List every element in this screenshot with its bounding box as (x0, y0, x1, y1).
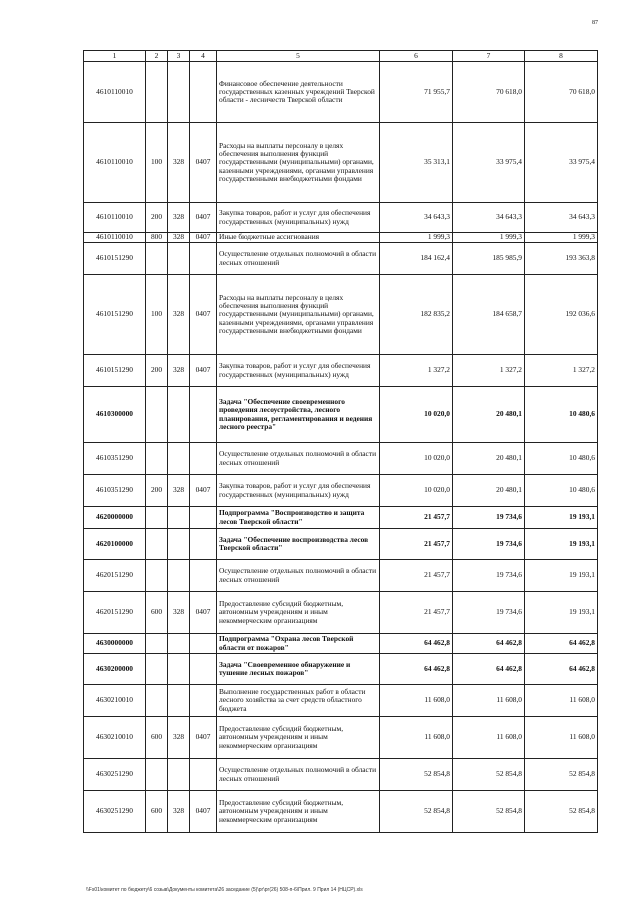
row-value-col8: 193 363,8 (525, 243, 598, 275)
row-description: Закупка товаров, работ и услуг для обеспечения государственных (муниципальных) нужд (217, 203, 380, 233)
row-section-code: 0407 (190, 233, 217, 243)
row-description: Задача "Обеспечение своевременного проведения лесоустройства, лесного планирования, регламентирования и ведения лесного реестра" (217, 387, 380, 443)
row-value-col8: 52 854,8 (525, 791, 598, 833)
row-section-code: 0407 (190, 791, 217, 833)
row-description: Предоставление субсидий бюджетным, автономным учреждениям и иным некоммерческим организациям (217, 717, 380, 759)
row-value-col6: 1 999,3 (380, 233, 453, 243)
row-value-col8: 11 608,0 (525, 717, 598, 759)
row-ministry-code: 328 (168, 475, 190, 507)
row-value-col7: 70 618,0 (453, 62, 525, 123)
row-description: Осуществление отдельных полномочий в области лесных отношений (217, 243, 380, 275)
header-col-1: 1 (84, 51, 146, 62)
row-expense-type (146, 685, 168, 717)
table-row (84, 443, 598, 475)
file-path-footer: \\Fs01\комитет по бюджету\6 созыв\Документы комитета\26 заседание (5)\рг\рг(26) 508-п-6\Прил. 9 Прил 14 (НЦСР).xls (86, 887, 363, 893)
row-code: 4620151290 (84, 592, 146, 634)
row-value-col7: 19 734,6 (453, 507, 525, 529)
row-description: Предоставление субсидий бюджетным, автономным учреждениям и иным некоммерческим организациям (217, 592, 380, 634)
header-col-8: 8 (525, 51, 598, 62)
row-code: 4610110010 (84, 62, 146, 123)
row-value-col8: 1 327,2 (525, 355, 598, 387)
row-expense-type: 100 (146, 123, 168, 203)
row-description: Финансовое обеспечение деятельности государственных казенных учреждений Тверской области - лесничеств Тверской области (217, 62, 380, 123)
table-row (84, 529, 598, 560)
table-row (84, 62, 598, 123)
row-expense-type (146, 560, 168, 592)
row-expense-type: 200 (146, 355, 168, 387)
row-value-col8: 10 480,6 (525, 475, 598, 507)
header-col-3: 3 (168, 51, 190, 62)
row-expense-type (146, 507, 168, 529)
row-value-col8: 11 608,0 (525, 685, 598, 717)
row-value-col6: 21 457,7 (380, 592, 453, 634)
row-code: 4610151290 (84, 275, 146, 355)
row-expense-type: 200 (146, 203, 168, 233)
row-section-code: 0407 (190, 203, 217, 233)
row-ministry-code: 328 (168, 592, 190, 634)
table-row (84, 275, 598, 355)
row-value-col6: 11 608,0 (380, 685, 453, 717)
row-section-code: 0407 (190, 123, 217, 203)
row-ministry-code (168, 654, 190, 685)
row-section-code (190, 387, 217, 443)
row-value-col7: 11 608,0 (453, 717, 525, 759)
row-value-col7: 64 462,8 (453, 634, 525, 654)
row-code: 4610300000 (84, 387, 146, 443)
table-row (84, 243, 598, 275)
row-description: Выполнение государственных работ в области лесного хозяйства за счет средств областного бюджета (217, 685, 380, 717)
row-description: Закупка товаров, работ и услуг для обеспечения государственных (муниципальных) нужд (217, 475, 380, 507)
row-value-col8: 33 975,4 (525, 123, 598, 203)
row-code: 4610351290 (84, 443, 146, 475)
row-ministry-code (168, 443, 190, 475)
row-code: 4630200000 (84, 654, 146, 685)
row-expense-type (146, 443, 168, 475)
row-value-col8: 52 854,8 (525, 759, 598, 791)
table-row (84, 685, 598, 717)
row-ministry-code: 328 (168, 791, 190, 833)
row-value-col8: 19 193,1 (525, 560, 598, 592)
row-ministry-code (168, 759, 190, 791)
row-value-col7: 52 854,8 (453, 791, 525, 833)
row-value-col7: 184 658,7 (453, 275, 525, 355)
row-value-col7: 19 734,6 (453, 560, 525, 592)
row-ministry-code (168, 560, 190, 592)
page-number: 87 (592, 20, 598, 26)
row-section-code (190, 507, 217, 529)
row-section-code (190, 560, 217, 592)
row-value-col7: 33 975,4 (453, 123, 525, 203)
row-value-col7: 1 999,3 (453, 233, 525, 243)
row-expense-type: 200 (146, 475, 168, 507)
row-value-col6: 64 462,8 (380, 654, 453, 685)
row-code: 4610151290 (84, 243, 146, 275)
row-code: 4630000000 (84, 634, 146, 654)
row-value-col6: 21 457,7 (380, 560, 453, 592)
row-code: 4620100000 (84, 529, 146, 560)
row-value-col8: 10 480,6 (525, 387, 598, 443)
row-value-col6: 10 020,0 (380, 475, 453, 507)
row-description: Предоставление субсидий бюджетным, автономным учреждениям и иным некоммерческим организациям (217, 791, 380, 833)
row-value-col7: 19 734,6 (453, 529, 525, 560)
row-code: 4630210010 (84, 717, 146, 759)
row-section-code (190, 443, 217, 475)
row-expense-type: 600 (146, 717, 168, 759)
table-row (84, 759, 598, 791)
row-code: 4610351290 (84, 475, 146, 507)
row-value-col7: 20 480,1 (453, 475, 525, 507)
row-section-code (190, 759, 217, 791)
table-row (84, 203, 598, 233)
row-ministry-code: 328 (168, 355, 190, 387)
row-ministry-code (168, 634, 190, 654)
row-value-col8: 10 480,6 (525, 443, 598, 475)
row-ministry-code: 328 (168, 123, 190, 203)
row-value-col7: 52 854,8 (453, 759, 525, 791)
row-code: 4610110010 (84, 203, 146, 233)
row-ministry-code: 328 (168, 203, 190, 233)
table-row (84, 387, 598, 443)
row-code: 4610110010 (84, 233, 146, 243)
header-col-4: 4 (190, 51, 217, 62)
table-row (84, 475, 598, 507)
row-value-col6: 182 835,2 (380, 275, 453, 355)
row-ministry-code: 328 (168, 717, 190, 759)
row-value-col7: 20 480,1 (453, 443, 525, 475)
table-row (84, 507, 598, 529)
row-value-col7: 34 643,3 (453, 203, 525, 233)
row-value-col8: 19 193,1 (525, 592, 598, 634)
budget-table (83, 50, 598, 833)
row-value-col6: 52 854,8 (380, 791, 453, 833)
row-section-code: 0407 (190, 717, 217, 759)
row-section-code: 0407 (190, 355, 217, 387)
row-ministry-code (168, 243, 190, 275)
table-row (84, 791, 598, 833)
row-ministry-code (168, 387, 190, 443)
row-section-code (190, 685, 217, 717)
row-description: Закупка товаров, работ и услуг для обеспечения государственных (муниципальных) нужд (217, 355, 380, 387)
row-section-code (190, 529, 217, 560)
row-code: 4610110010 (84, 123, 146, 203)
row-section-code: 0407 (190, 475, 217, 507)
row-value-col6: 21 457,7 (380, 507, 453, 529)
row-code: 4620151290 (84, 560, 146, 592)
row-value-col8: 1 999,3 (525, 233, 598, 243)
row-expense-type (146, 243, 168, 275)
row-value-col7: 185 985,9 (453, 243, 525, 275)
row-expense-type (146, 62, 168, 123)
row-value-col6: 64 462,8 (380, 634, 453, 654)
row-ministry-code (168, 529, 190, 560)
row-value-col8: 34 643,3 (525, 203, 598, 233)
row-value-col6: 10 020,0 (380, 387, 453, 443)
row-value-col7: 20 480,1 (453, 387, 525, 443)
header-col-5: 5 (217, 51, 380, 62)
row-value-col8: 64 462,8 (525, 634, 598, 654)
row-code: 4630251290 (84, 791, 146, 833)
row-section-code (190, 62, 217, 123)
row-code: 4610151290 (84, 355, 146, 387)
row-value-col6: 1 327,2 (380, 355, 453, 387)
row-value-col8: 64 462,8 (525, 654, 598, 685)
row-description: Задача "Своевременное обнаружение и тушение лесных пожаров" (217, 654, 380, 685)
row-description: Расходы на выплаты персоналу в целях обеспечения выполнения функций государственными (муниципальными) органами, казенными учреждениями, органами управления государственными внебюджетными фондами (217, 123, 380, 203)
row-section-code (190, 634, 217, 654)
row-ministry-code (168, 62, 190, 123)
table-row (84, 634, 598, 654)
row-section-code: 0407 (190, 592, 217, 634)
header-col-6: 6 (380, 51, 453, 62)
row-expense-type (146, 634, 168, 654)
table-header-row (84, 51, 598, 62)
row-value-col7: 19 734,6 (453, 592, 525, 634)
row-value-col6: 52 854,8 (380, 759, 453, 791)
row-description: Осуществление отдельных полномочий в области лесных отношений (217, 759, 380, 791)
row-expense-type: 600 (146, 791, 168, 833)
row-description: Подпрограмма "Воспроизводство и защита лесов Тверской области" (217, 507, 380, 529)
table-row (84, 123, 598, 203)
row-value-col7: 1 327,2 (453, 355, 525, 387)
row-value-col6: 184 162,4 (380, 243, 453, 275)
row-code: 4630210010 (84, 685, 146, 717)
row-description: Осуществление отдельных полномочий в области лесных отношений (217, 443, 380, 475)
row-code: 4630251290 (84, 759, 146, 791)
row-expense-type: 100 (146, 275, 168, 355)
row-value-col8: 19 193,1 (525, 529, 598, 560)
row-expense-type: 800 (146, 233, 168, 243)
table-row (84, 654, 598, 685)
row-description: Задача "Обеспечение воспроизводства лесов Тверской области" (217, 529, 380, 560)
row-code: 4620000000 (84, 507, 146, 529)
row-section-code: 0407 (190, 275, 217, 355)
row-value-col7: 64 462,8 (453, 654, 525, 685)
row-expense-type (146, 529, 168, 560)
header-col-7: 7 (453, 51, 525, 62)
row-ministry-code: 328 (168, 233, 190, 243)
row-value-col6: 35 313,1 (380, 123, 453, 203)
row-value-col8: 192 036,6 (525, 275, 598, 355)
row-value-col6: 34 643,3 (380, 203, 453, 233)
row-expense-type (146, 759, 168, 791)
row-description: Расходы на выплаты персоналу в целях обеспечения выполнения функций государственными (муниципальными) органами, казенными учреждениями, органами управления государственными внебюджетными фондами (217, 275, 380, 355)
row-description: Иные бюджетные ассигнования (217, 233, 380, 243)
table-row (84, 592, 598, 634)
row-expense-type (146, 654, 168, 685)
table-row (84, 233, 598, 243)
row-value-col8: 19 193,1 (525, 507, 598, 529)
row-ministry-code (168, 507, 190, 529)
row-value-col6: 21 457,7 (380, 529, 453, 560)
row-section-code (190, 243, 217, 275)
row-description: Подпрограмма "Охрана лесов Тверской области от пожаров" (217, 634, 380, 654)
row-value-col6: 71 955,7 (380, 62, 453, 123)
row-ministry-code (168, 685, 190, 717)
row-description: Осуществление отдельных полномочий в области лесных отношений (217, 560, 380, 592)
row-value-col6: 10 020,0 (380, 443, 453, 475)
row-ministry-code: 328 (168, 275, 190, 355)
table-row (84, 717, 598, 759)
row-section-code (190, 654, 217, 685)
row-expense-type (146, 387, 168, 443)
row-value-col6: 11 608,0 (380, 717, 453, 759)
row-value-col7: 11 608,0 (453, 685, 525, 717)
table-row (84, 560, 598, 592)
table-row (84, 355, 598, 387)
row-expense-type: 600 (146, 592, 168, 634)
header-col-2: 2 (146, 51, 168, 62)
row-value-col8: 70 618,0 (525, 62, 598, 123)
